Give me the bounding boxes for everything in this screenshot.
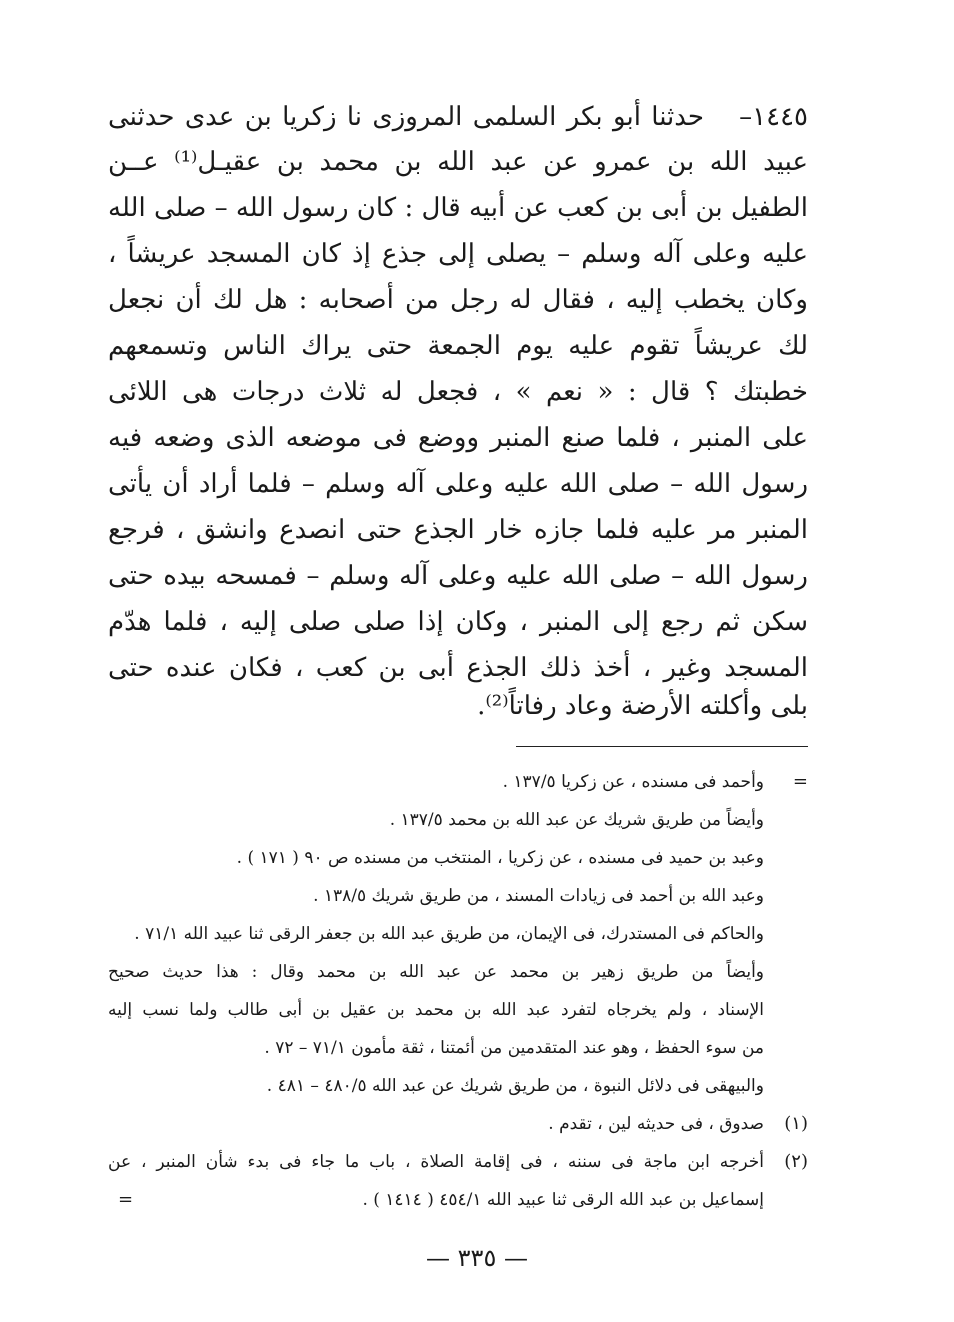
hadith-line: وكان يخطب إليه ، فقال له رجل من أصحابه : هل لك أن نجعل xyxy=(108,285,808,315)
footnote-line: من سوء الحفظ ، وهو عند المتقدمين من أئمتنا ، ثقة مأمون ٧١/١ – ٧٢ . xyxy=(264,1038,764,1058)
footnote-number: (١) xyxy=(784,1113,808,1134)
hadith-line: بلى وأكلته الأرضة وعاد رفاتاً⁽²⁾. xyxy=(477,691,808,721)
hadith-line: على المنبر ، فلما صنع المنبر ووضع فى موضعه الذى وضعه فيه xyxy=(108,423,808,453)
footnote-line: وعبد الله بن أحمد فى زيادات المسند ، من طريق شريك ١٣٨/٥ . xyxy=(313,886,764,906)
page-number: — ٣٣٥ — xyxy=(426,1244,528,1272)
hadith-line: رسول الله – صلى الله عليه وعلى آله وسلم – فلما أراد أن يأتى xyxy=(108,469,808,499)
footnote-line: الإسناد ، ولم يخرجاه لتفرد عبد الله بن محمد بن عقيل بن أبى طالب ولما نسب إليه xyxy=(108,1000,764,1020)
footnote-line: وعبد بن حميد فى مسنده ، عن زكريا ، المنتخب من مسنده ص ٩٠ ( ١٧١ ) . xyxy=(236,848,764,868)
hadith-line: المنبر مر عليه فلما جازه خار الجذع حتى انصدع وانشق ، فرجع xyxy=(108,515,808,545)
hadith-line: رسول الله – صلى الله عليه وعلى آله وسلم – فمسحه بيده حتى xyxy=(108,561,808,591)
hadith-number: ١٤٤٥– xyxy=(739,102,808,132)
footnote-line: إسماعيل بن عبد الله الرقى ثنا عبيد الله ٤٥٤/١ ( ١٤١٤ ) . xyxy=(362,1190,764,1210)
footnote-line: وأحمد فى مسنده ، عن زكريا ١٣٧/٥ . xyxy=(502,772,764,792)
hadith-line: لك عريشاً تقوم عليه يوم الجمعة حتى يراك الناس وتسمعهم xyxy=(108,331,808,361)
hadith-line: المسجد وغير ، أخذ ذلك الجذع أبى بن كعب ، فكان عنده حتى xyxy=(108,653,808,683)
hadith-line: خطبتك ؟ قال : « نعم » ، فجعل له ثلاث درجات هى اللائى xyxy=(108,377,808,407)
hadith-line: عليه وعلى آله وسلم – يصلى إلى جذع إذ كان المسجد عريشاً ، xyxy=(108,239,808,269)
footnote-line: والبيهقى فى دلائل النبوة ، من طريق شريك عن عبد الله ٤٨٠/٥ – ٤٨١ . xyxy=(266,1076,764,1096)
footnote-line: وأيضاً من طريق زهير بن محمد عن عبد الله بن محمد وقال : هذا حديث صحيح xyxy=(108,962,764,982)
footnote-line: والحاكم فى المستدرك، فى الإيمان، من طريق عبد الله بن جعفر الرقى ثنا عبيد الله ٧١/١ . xyxy=(134,924,764,944)
continuation-mark: = xyxy=(792,771,808,792)
hadith-line: سكن ثم رجع إلى المنبر ، وكان إذا صلى صلى إليه ، فلما هدّم xyxy=(108,607,808,637)
footnote-line: صدوق ، فى حديثه لين ، تقدم . xyxy=(548,1114,764,1134)
footnote-line: أخرجه ابن ماجة فى سننه ، فى إقامة الصلاة ، باب ما جاء فى بدء شأن المنبر ، عن xyxy=(108,1152,764,1172)
hadith-line: الطفيل بن أبى بن كعب عن أبيه قال : كان رسول الله – صلى الله xyxy=(108,193,808,223)
hadith-first-line: حدثنا أبو بكر السلمى المروزى نا زكريا بن عدى حدثنى xyxy=(108,102,704,132)
hadith-line: عبيد الله بن عمرو عن عبد الله بن محمد بن عقيـل⁽¹⁾ عــن xyxy=(108,147,808,177)
footnote-line: وأيضاً من طريق شريك عن عبد الله بن محمد ١٣٧/٥ . xyxy=(389,810,764,830)
footnote-number: (٢) xyxy=(784,1151,808,1172)
continuation-end-mark: = xyxy=(118,1189,134,1210)
footnote-separator xyxy=(516,746,808,747)
